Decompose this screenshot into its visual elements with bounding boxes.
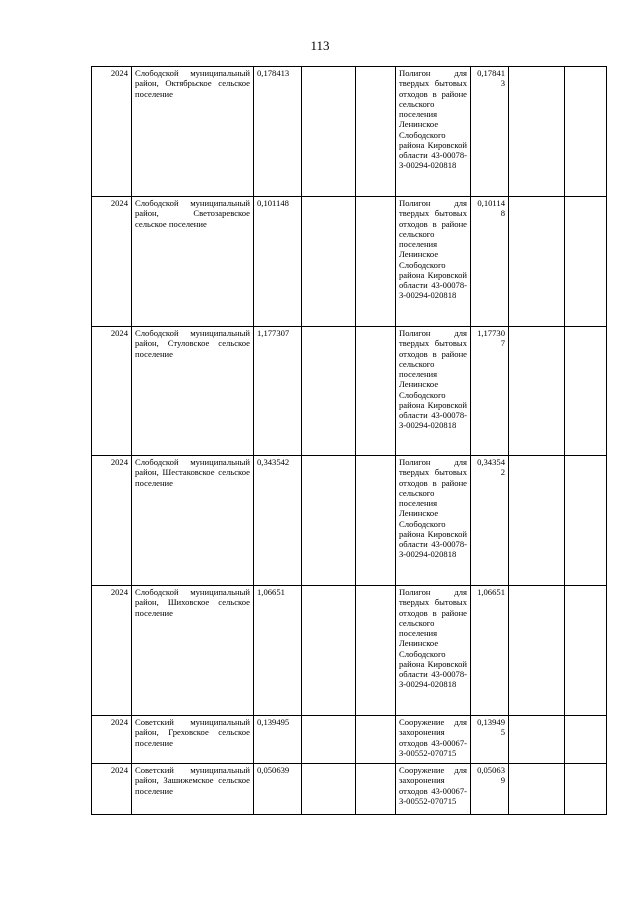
empty-cell [302, 197, 356, 327]
empty-cell [302, 586, 356, 716]
year-cell: 2024 [92, 716, 132, 764]
value2-cell: 1,177307 [471, 327, 509, 456]
value2-cell: 1,06651 [471, 586, 509, 716]
value-cell: 0,343542 [254, 456, 302, 586]
facility-cell: Полигон для твердых бытовых отходов в районе сельского поселения Ленинское Слободского района Кировской области 43-00078-З-00294-020818 [396, 197, 471, 327]
settlement-cell: Слободской муниципальный район, Светозаревское сельское поселение [132, 197, 254, 327]
empty-cell [565, 456, 607, 586]
year-cell: 2024 [92, 327, 132, 456]
year-cell: 2024 [92, 586, 132, 716]
empty-cell [302, 716, 356, 764]
empty-cell [302, 456, 356, 586]
table-row [92, 586, 607, 716]
value-cell: 0,139495 [254, 716, 302, 764]
settlement-cell: Советский муниципальный район, Греховское сельское поселение [132, 716, 254, 764]
facility-cell: Полигон для твердых бытовых отходов в районе сельского поселения Ленинское Слободского района Кировской области 43-00078-З-00294-020818 [396, 327, 471, 456]
value-cell: 0,101148 [254, 197, 302, 327]
page-number: 113 [310, 38, 330, 53]
settlement-cell: Слободской муниципальный район, Шестаковское сельское поселение [132, 456, 254, 586]
year-cell: 2024 [92, 764, 132, 815]
value-cell: 1,177307 [254, 327, 302, 456]
settlement-cell: Слободской муниципальный район, Стуловское сельское поселение [132, 327, 254, 456]
empty-cell [565, 327, 607, 456]
value-cell: 0,050639 [254, 764, 302, 815]
empty-cell [302, 67, 356, 197]
empty-cell [509, 764, 565, 815]
facility-cell: Полигон для твердых бытовых отходов в районе сельского поселения Ленинское Слободского района Кировской области 43-00078-З-00294-020818 [396, 586, 471, 716]
table-row [92, 764, 607, 815]
empty-cell [356, 197, 396, 327]
facility-cell: Полигон для твердых бытовых отходов в районе сельского поселения Ленинское Слободского района Кировской области 43-00078-З-00294-020818 [396, 456, 471, 586]
facility-cell: Сооружение для захоронения отходов 43-00067-З-00552-070715 [396, 716, 471, 764]
value-cell: 0,178413 [254, 67, 302, 197]
empty-cell [356, 327, 396, 456]
value2-cell: 0,178413 [471, 67, 509, 197]
settlement-cell: Слободской муниципальный район, Шиховское сельское поселение [132, 586, 254, 716]
settlement-cell: Слободской муниципальный район, Октябрьское сельское поселение [132, 67, 254, 197]
empty-cell [565, 764, 607, 815]
value2-cell: 0,101148 [471, 197, 509, 327]
table-row [92, 327, 607, 456]
table-row [92, 456, 607, 586]
year-cell: 2024 [92, 456, 132, 586]
empty-cell [565, 586, 607, 716]
table-row [92, 67, 607, 197]
empty-cell [356, 67, 396, 197]
year-cell: 2024 [92, 67, 132, 197]
empty-cell [509, 456, 565, 586]
empty-cell [302, 764, 356, 815]
empty-cell [509, 67, 565, 197]
empty-cell [356, 456, 396, 586]
empty-cell [356, 716, 396, 764]
value2-cell: 0,139495 [471, 716, 509, 764]
empty-cell [509, 716, 565, 764]
table-row [92, 716, 607, 764]
year-cell: 2024 [92, 197, 132, 327]
empty-cell [565, 716, 607, 764]
empty-cell [509, 197, 565, 327]
facility-cell: Полигон для твердых бытовых отходов в районе сельского поселения Ленинское Слободского района Кировской области 43-00078-З-00294-020818 [396, 67, 471, 197]
value2-cell: 0,343542 [471, 456, 509, 586]
facility-cell: Сооружение для захоронения отходов 43-00067-З-00552-070715 [396, 764, 471, 815]
empty-cell [356, 586, 396, 716]
table-row [92, 197, 607, 327]
value2-cell: 0,050639 [471, 764, 509, 815]
empty-cell [509, 327, 565, 456]
empty-cell [565, 197, 607, 327]
empty-cell [356, 764, 396, 815]
settlement-cell: Советский муниципальный район, Зашижемское сельское поселение [132, 764, 254, 815]
empty-cell [509, 586, 565, 716]
waste-distribution-table [91, 66, 607, 815]
empty-cell [302, 327, 356, 456]
empty-cell [565, 67, 607, 197]
value-cell: 1,06651 [254, 586, 302, 716]
